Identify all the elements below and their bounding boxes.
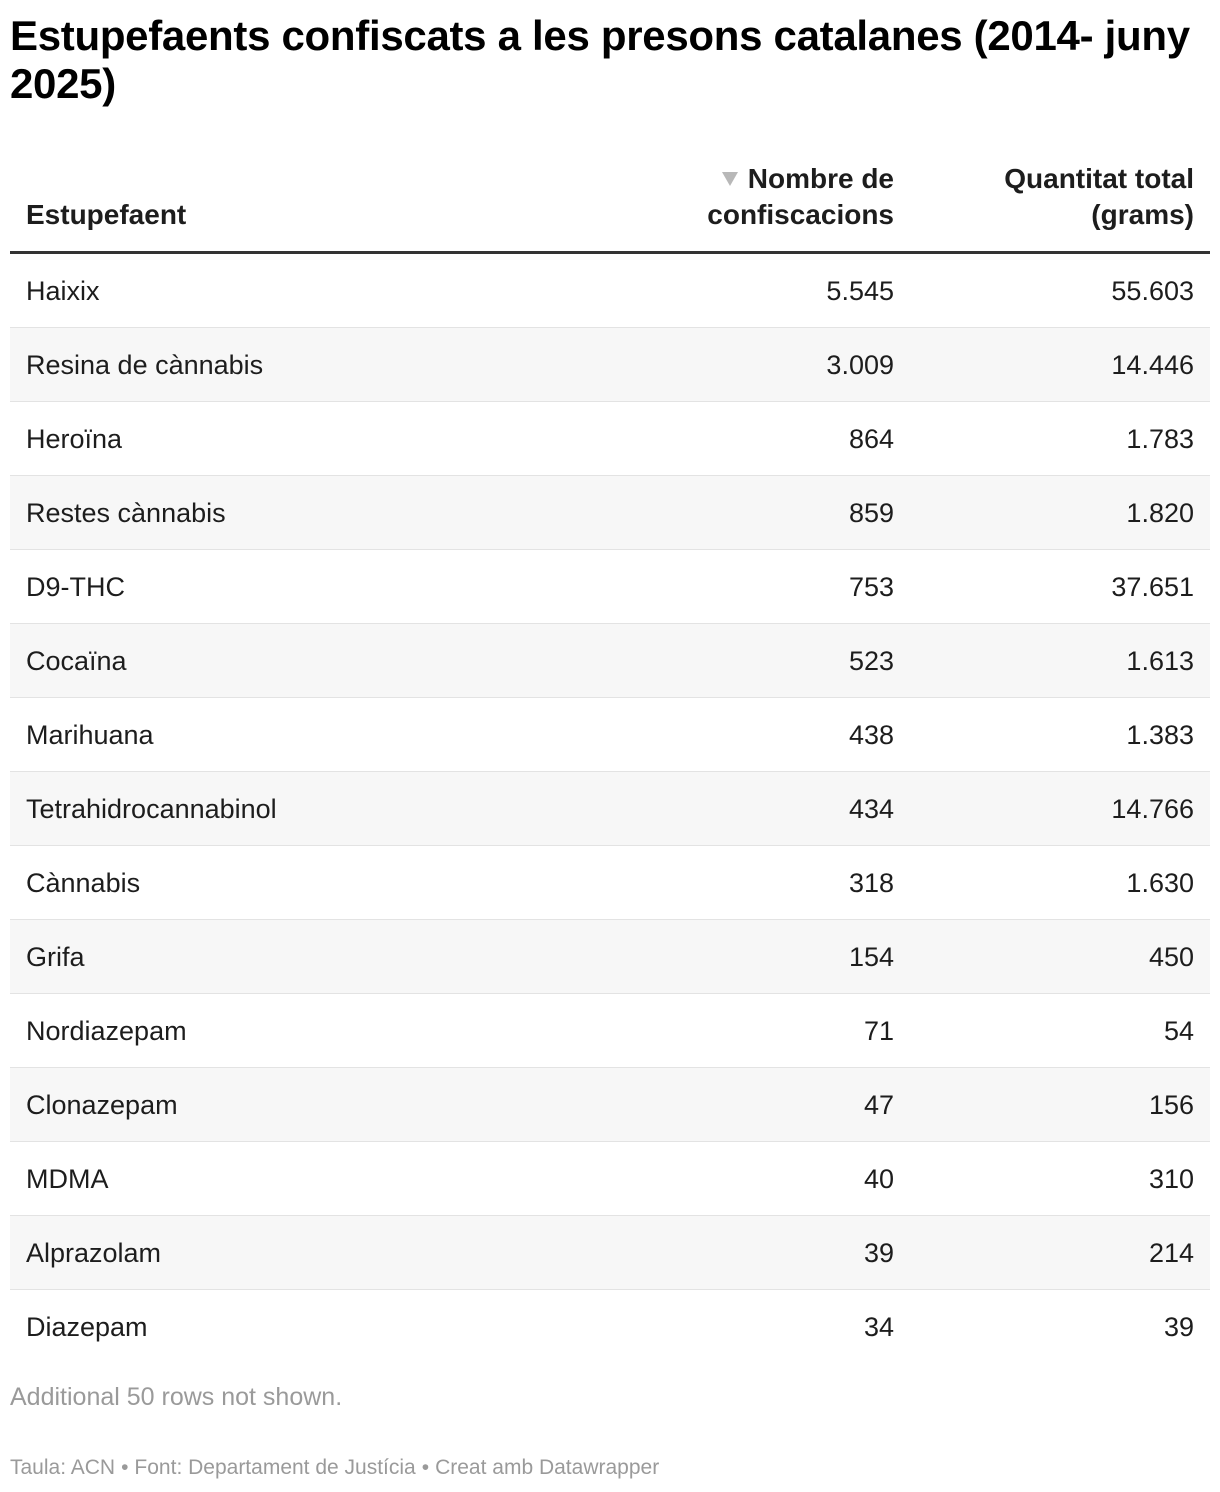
table-row: [10, 1142, 1210, 1216]
cell-estupefaent: Alprazolam: [26, 1238, 162, 1268]
table-row: [10, 920, 1210, 994]
cell-quantitat-total: 1.783: [1126, 424, 1194, 454]
chart-title: Estupefaents confiscats a les presons catalanes (2014- juny 2025): [10, 12, 1190, 107]
cell-quantitat-total: 39: [1163, 1312, 1194, 1342]
cell-nombre-confiscacions: 71: [863, 1016, 894, 1046]
table-row: [10, 1068, 1210, 1142]
footer-table-credit: Taula: ACN: [10, 1456, 116, 1479]
chart-container: [10, 0, 1210, 1479]
cell-estupefaent: Diazepam: [26, 1312, 148, 1342]
column-header-quantitat-total[interactable]: Quantitat total (grams): [1004, 163, 1194, 230]
cell-quantitat-total: 1.613: [1126, 646, 1194, 676]
table-row: [10, 550, 1210, 624]
cell-estupefaent: D9-THC: [26, 572, 125, 602]
cell-quantitat-total: 14.766: [1111, 794, 1194, 824]
table-row: [10, 846, 1210, 920]
cell-estupefaent: Haixix: [26, 276, 100, 306]
data-table: [10, 160, 1210, 1364]
cell-estupefaent: Restes cànnabis: [26, 498, 226, 528]
table-body: [10, 254, 1210, 1364]
footer-made-with: Creat amb Datawrapper: [435, 1456, 660, 1479]
table-row: [10, 328, 1210, 402]
cell-quantitat-total: 1.383: [1126, 720, 1194, 750]
cell-quantitat-total: 1.630: [1126, 868, 1194, 898]
table-header: [10, 160, 1210, 254]
footer: [10, 1456, 659, 1480]
cell-estupefaent: Cocaïna: [26, 646, 127, 676]
cell-nombre-confiscacions: 34: [863, 1312, 894, 1342]
column-header-estupefaent[interactable]: Estupefaent: [26, 199, 187, 230]
sort-descending-icon: [722, 172, 738, 186]
cell-estupefaent: Marihuana: [26, 720, 154, 750]
cell-estupefaent: Resina de cànnabis: [26, 350, 264, 380]
cell-estupefaent: Grifa: [26, 942, 85, 972]
footer-source: Font: Departament de Justícia: [134, 1456, 416, 1479]
cell-nombre-confiscacions: 47: [863, 1090, 894, 1120]
cell-estupefaent: MDMA: [26, 1164, 109, 1194]
cell-estupefaent: Nordiazepam: [26, 1016, 187, 1046]
cell-nombre-confiscacions: 864: [848, 424, 894, 454]
cell-quantitat-total: 14.446: [1111, 350, 1194, 380]
cell-nombre-confiscacions: 154: [848, 942, 894, 972]
table-row: [10, 772, 1210, 846]
table-notes: Additional 50 rows not shown.: [10, 1383, 343, 1411]
cell-nombre-confiscacions: 859: [848, 498, 894, 528]
cell-estupefaent: Heroïna: [26, 424, 123, 454]
footer-separator: •: [121, 1456, 129, 1479]
cell-nombre-confiscacions: 753: [848, 572, 894, 602]
cell-nombre-confiscacions: 318: [848, 868, 894, 898]
cell-estupefaent: Clonazepam: [26, 1090, 178, 1120]
cell-quantitat-total: 310: [1148, 1164, 1194, 1194]
table-row: [10, 624, 1210, 698]
cell-nombre-confiscacions: 438: [848, 720, 894, 750]
table-row: [10, 994, 1210, 1068]
cell-quantitat-total: 156: [1148, 1090, 1194, 1120]
cell-quantitat-total: 37.651: [1111, 572, 1194, 602]
cell-quantitat-total: 54: [1163, 1016, 1194, 1046]
cell-quantitat-total: 55.603: [1111, 276, 1194, 306]
cell-nombre-confiscacions: 40: [863, 1164, 894, 1194]
cell-quantitat-total: 214: [1148, 1238, 1194, 1268]
table-row: [10, 254, 1210, 328]
cell-estupefaent: Cànnabis: [26, 868, 141, 898]
cell-nombre-confiscacions: 523: [848, 646, 894, 676]
cell-nombre-confiscacions: 5.545: [826, 276, 894, 306]
column-header-nombre-confiscacions-label: Nombre de confiscacions: [707, 163, 894, 230]
table-row: [10, 476, 1210, 550]
cell-nombre-confiscacions: 434: [848, 794, 894, 824]
cell-nombre-confiscacions: 39: [863, 1238, 894, 1268]
footer-separator: •: [421, 1456, 430, 1479]
column-header-nombre-confiscacions[interactable]: [594, 161, 894, 233]
cell-estupefaent: Tetrahidrocannabinol: [26, 794, 277, 824]
table-row: [10, 402, 1210, 476]
cell-quantitat-total: 450: [1148, 942, 1194, 972]
cell-nombre-confiscacions: 3.009: [826, 350, 894, 380]
table-row: [10, 1290, 1210, 1364]
table-row: [10, 1216, 1210, 1290]
cell-quantitat-total: 1.820: [1126, 498, 1194, 528]
table-row: [10, 698, 1210, 772]
